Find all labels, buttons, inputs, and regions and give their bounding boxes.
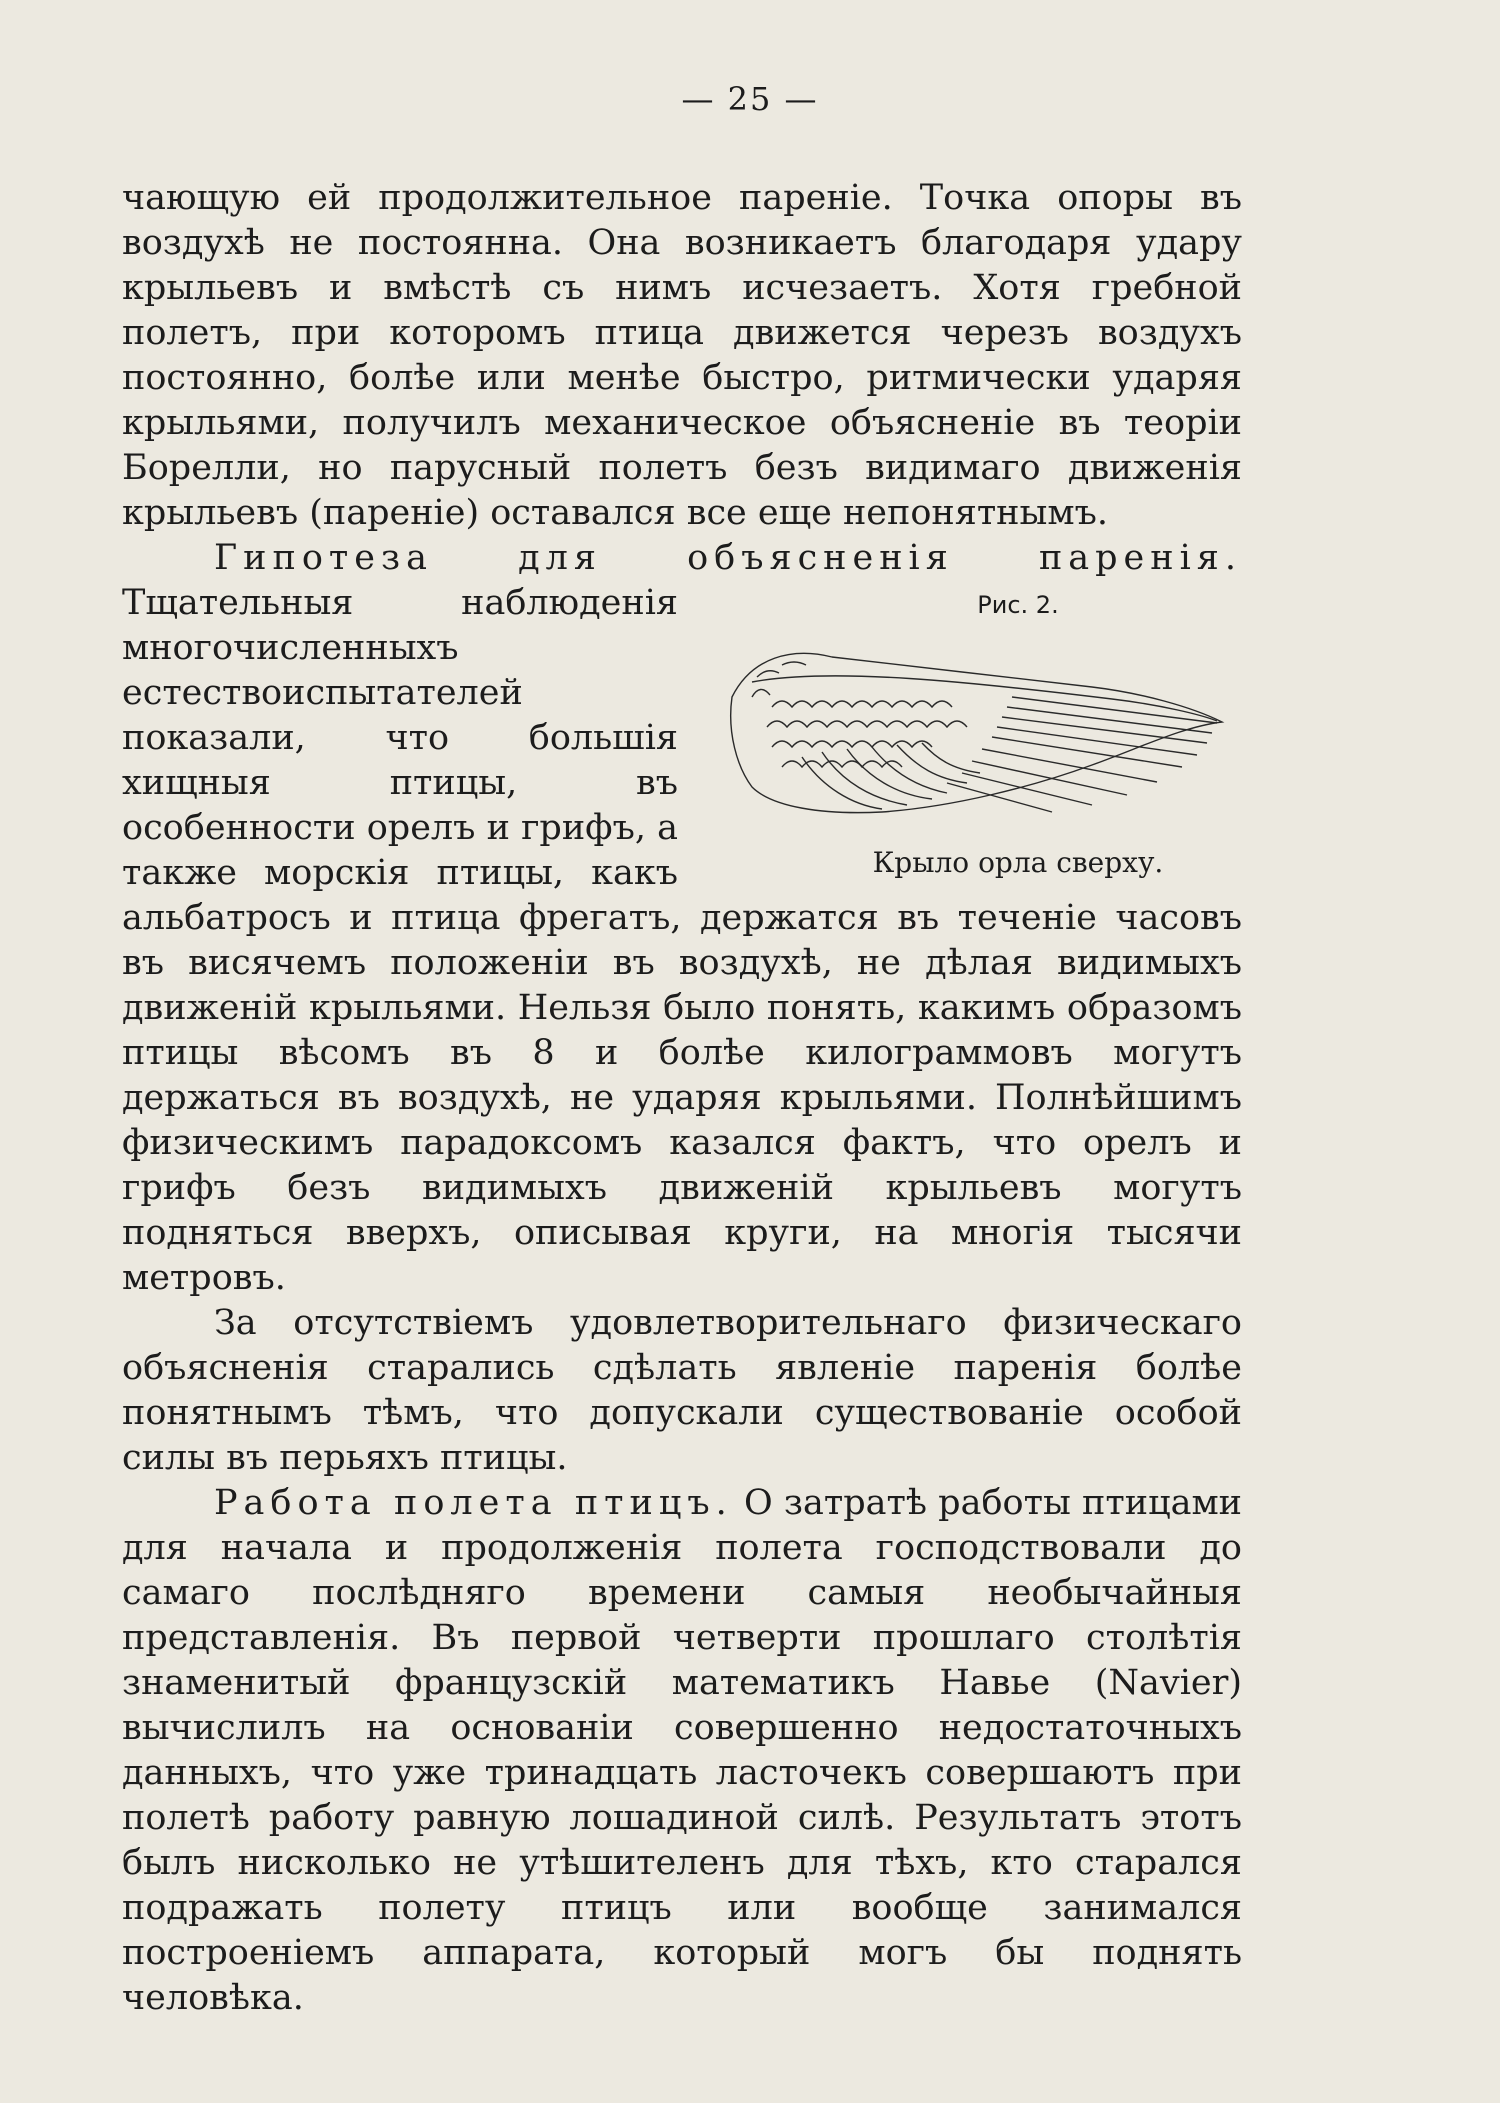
paragraph-4-text: О затратѣ работы птицами для начала и продолженія полета господствовали до самаго послѣдняго времени самыя необычайныя представленія. Въ первой четверти прошлаго столѣтія знаменитый французскій математикъ Навье (Navier) вычислилъ на основаніи совершенно недостаточныхъ данныхъ, что уже тринадцать ласточекъ совершаютъ при полетѣ работу равную лошадиной силѣ. Результатъ этотъ былъ нисколько не утѣшителенъ для тѣхъ, кто старался подражать полету птицъ или вообще занимался построеніемъ аппарата, который могъ бы поднять человѣка. <box>122 1483 1242 2018</box>
figure-wing <box>702 581 1242 885</box>
paragraph-2 <box>122 536 1242 1301</box>
figure-caption: Крыло орла сверху. <box>872 846 1164 879</box>
paragraph-3: За отсутствіемъ удовлетворительнаго физическаго объясненія старались сдѣлать явленіе паренія болѣе понятнымъ тѣмъ, что допускали существованіе особой силы въ перьяхъ птицы. <box>122 1303 1242 1478</box>
primary-feathers <box>947 697 1217 812</box>
eagle-wing-illustration <box>712 637 1232 827</box>
secondary-feathers <box>802 743 980 809</box>
paragraph-2-text: Тщательныя наблюденія многочисленныхъ естествоиспытателей показали, что большія хищныя птицы, въ особенности орелъ и грифъ, а также морскія птицы, какъ альбатросъ и птица фрегатъ, держатся въ теченіе часовъ въ висячемъ положеніи въ воздухѣ, не дѣлая видимыхъ движеній крыльями. Нельзя было понять, какимъ образомъ птицы вѣсомъ въ 8 и болѣе килограммовъ могутъ держаться въ воздухѣ, не ударяя крыльями. Полнѣйшимъ физическимъ парадоксомъ казался фактъ, что орелъ и грифъ безъ видимыхъ движеній крыльевъ могутъ подняться вверхъ, описывая круги, на многія тысячи метровъ. <box>122 583 1242 1298</box>
section-heading-soaring: Гипотеза для объясненія паренія. <box>214 538 1242 578</box>
wing-outline <box>731 653 1222 812</box>
page-number: — 25 — <box>681 80 819 118</box>
paragraph-4 <box>122 1481 1242 2021</box>
body-text <box>122 176 1242 2021</box>
figure-label: Рис. 2. <box>977 591 1059 619</box>
paragraph-1: чающую ей продолжительное пареніе. Точка опоры въ воздухѣ не постоянна. Она возникаетъ благодаря удару крыльевъ и вмѣстѣ съ нимъ исчезаетъ. Хотя гребной полетъ, при которомъ птица движется черезъ воздухъ постоянно, болѣе или менѣе быстро, ритмически ударяя крыльями, получилъ механическое объясненіе въ теоріи Борелли, но парусный полетъ безъ видимаго движенія крыльевъ (пареніе) оставался все еще непонятнымъ. <box>122 178 1242 533</box>
section-heading-work: Работа полета птицъ. <box>214 1483 733 1523</box>
